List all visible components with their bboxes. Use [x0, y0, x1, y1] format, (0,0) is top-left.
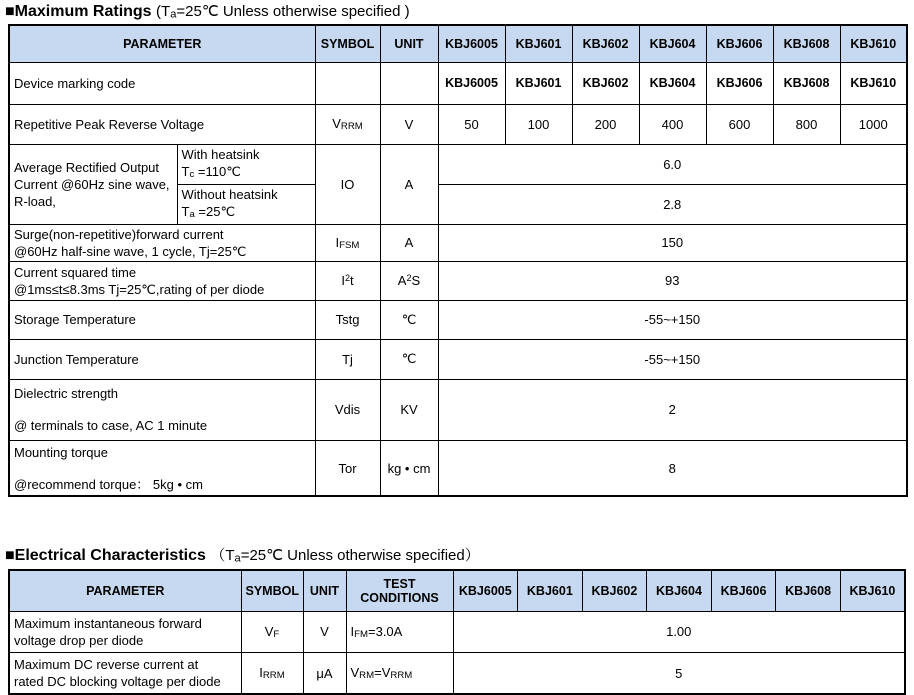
electrical-conditions: （$T_a=25℃$ Unless otherwise specified） [210, 547, 480, 565]
electrical-table [8, 569, 906, 695]
parameter-cell [9, 440, 315, 496]
parameter-text: Average Rectified Output Current @60Hz sine wave, R-load, [14, 159, 170, 209]
parameter-line: Dielectric strength [14, 386, 119, 402]
value-cell: 50 [438, 104, 505, 144]
col-header-unit: UNIT [380, 25, 438, 62]
unit-cell: KV [380, 379, 438, 440]
col-header-kbj606: KBJ606 [706, 25, 773, 62]
unit-cell: V [380, 104, 438, 144]
unit-cell: ℃ [380, 339, 438, 379]
condition-line: Without heatsink [181, 186, 278, 202]
unit-cell: V [303, 611, 346, 652]
value-cell: 400 [639, 104, 706, 144]
parameter-line: rated DC blocking voltage per diode [14, 674, 221, 690]
parameter-line: @recommend torque： 5kg • cm [14, 476, 203, 492]
electrical-title [5, 544, 914, 565]
col-header-parameter: PARAMETER [9, 570, 241, 611]
value-cell: KBJ602 [572, 62, 639, 104]
value-cell: KBJ606 [706, 62, 773, 104]
col-header-kbj601: KBJ601 [505, 25, 572, 62]
row-tstg [9, 300, 907, 339]
col-header-kbj604: KBJ604 [647, 570, 712, 611]
row-vdis [9, 379, 907, 440]
col-header-parameter: PARAMETER [9, 25, 315, 62]
unit-cell: μA [303, 652, 346, 694]
symbol-cell: $V_{RRM}$ [315, 104, 380, 144]
parameter-cell: Device marking code [9, 62, 315, 104]
col-header-symbol: SYMBOL [241, 570, 303, 611]
col-header-kbj610: KBJ610 [840, 25, 907, 62]
parameter-line: @60Hz half-sine wave, 1 cycle, Tj=25℃ [14, 243, 247, 259]
value-cell: 150 [438, 224, 907, 261]
value-cell: 2.8 [438, 184, 907, 224]
parameter-line: @ terminals to case, AC 1 minute [14, 418, 208, 434]
value-cell: 800 [773, 104, 840, 144]
parameter-line: @1ms≤t≤8.3ms Tj=25℃,rating of per diode [14, 281, 265, 297]
col-header-kbj601: KBJ601 [518, 570, 583, 611]
parameter-line: Current squared time [14, 264, 137, 280]
col-header-kbj602: KBJ602 [582, 570, 647, 611]
max-ratings-title [5, 2, 914, 21]
value-cell: KBJ6005 [438, 62, 505, 104]
row-tj [9, 339, 907, 379]
parameter-line: Surge(non-repetitive)forward current [14, 226, 224, 242]
condition-line: With heatsink [181, 146, 260, 162]
value-cell: 8 [438, 440, 907, 496]
parameter-line: voltage drop per diode [14, 632, 144, 648]
row-vf [9, 611, 905, 652]
parameter-cell: Storage Temperature [9, 300, 315, 339]
value-cell: 100 [505, 104, 572, 144]
test-condition-cell: $V_{RM}=V_{RRM}$ [346, 652, 453, 694]
symbol-cell: $I^2t$ [315, 261, 380, 300]
col-header-kbj608: KBJ608 [773, 25, 840, 62]
max-ratings-heading: ■Maximum Ratings [5, 3, 152, 20]
parameter-cell [9, 611, 241, 652]
unit-cell [380, 62, 438, 104]
parameter-cell [9, 224, 315, 261]
parameter-cell [9, 261, 315, 300]
parameter-cell [9, 379, 315, 440]
col-header-kbj6005: KBJ6005 [453, 570, 518, 611]
value-cell: 6.0 [438, 144, 907, 184]
parameter-cell [9, 652, 241, 694]
symbol-cell: Tstg [315, 300, 380, 339]
col-header-symbol: SYMBOL [315, 25, 380, 62]
row-vrrm [9, 104, 907, 144]
symbol-cell [315, 62, 380, 104]
col-header-kbj602: KBJ602 [572, 25, 639, 62]
col-header-kbj610: KBJ610 [840, 570, 905, 611]
row-device-marking [9, 62, 907, 104]
col-header-kbj606: KBJ606 [711, 570, 776, 611]
value-cell: KBJ608 [773, 62, 840, 104]
parameter-cell [9, 144, 177, 224]
unit-cell: ℃ [380, 300, 438, 339]
symbol-cell: Tor [315, 440, 380, 496]
test-condition-cell: $I_{FM}=3.0A$ [346, 611, 453, 652]
symbol-cell: $V_F$ [241, 611, 303, 652]
parameter-line: Maximum DC reverse current at [14, 657, 199, 673]
value-cell: 600 [706, 104, 773, 144]
unit-cell: A [380, 224, 438, 261]
max-ratings-conditions: ($T_a=25℃$ Unless otherwise specified ) [156, 3, 410, 21]
value-cell: 93 [438, 261, 907, 300]
col-header-test-conditions: TEST CONDITIONS [346, 570, 453, 611]
symbol-cell: IO [315, 144, 380, 224]
condition-cell [177, 184, 315, 224]
col-header-unit: UNIT [303, 570, 346, 611]
row-io-with-heatsink [9, 144, 907, 184]
col-header-kbj6005: KBJ6005 [438, 25, 505, 62]
condition-line: $T_a$ =25℃ [181, 203, 236, 220]
value-cell: 2 [438, 379, 907, 440]
symbol-cell: Tj [315, 339, 380, 379]
value-cell: KBJ604 [639, 62, 706, 104]
electrical-heading: ■Electrical Characteristics [5, 547, 206, 565]
row-i2t [9, 261, 907, 300]
symbol-cell: Vdis [315, 379, 380, 440]
unit-cell: kg • cm [380, 440, 438, 496]
col-header-kbj608: KBJ608 [776, 570, 841, 611]
value-cell: -55~+150 [438, 339, 907, 379]
symbol-cell: $I_{RRM}$ [241, 652, 303, 694]
max-ratings-table [8, 24, 908, 497]
condition-cell [177, 144, 315, 184]
value-cell: -55~+150 [438, 300, 907, 339]
row-irrm [9, 652, 905, 694]
condition-line: $T_c$ =110℃ [181, 163, 241, 180]
parameter-line: Mounting torque [14, 444, 108, 460]
value-cell: 1000 [840, 104, 907, 144]
row-tor [9, 440, 907, 496]
row-ifsm [9, 224, 907, 261]
value-cell: KBJ610 [840, 62, 907, 104]
parameter-line: Maximum instantaneous forward [14, 615, 202, 631]
symbol-cell: $I_{FSM}$ [315, 224, 380, 261]
max-ratings-header-row [9, 25, 907, 62]
value-cell: 5 [453, 652, 905, 694]
value-cell: KBJ601 [505, 62, 572, 104]
parameter-cell: Repetitive Peak Reverse Voltage [9, 104, 315, 144]
unit-cell: A [380, 144, 438, 224]
parameter-cell: Junction Temperature [9, 339, 315, 379]
col-header-kbj604: KBJ604 [639, 25, 706, 62]
electrical-header-row [9, 570, 905, 611]
value-cell: 200 [572, 104, 639, 144]
unit-cell: $A^2S$ [380, 261, 438, 300]
value-cell: 1.00 [453, 611, 905, 652]
